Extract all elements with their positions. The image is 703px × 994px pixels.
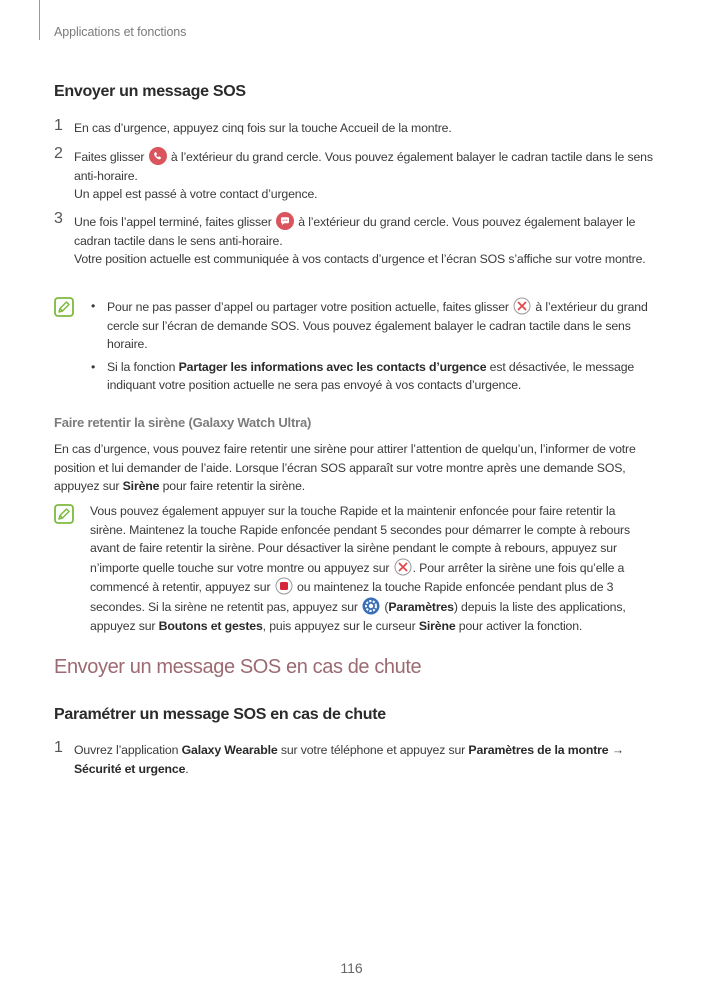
note-bullet: • Pour ne pas passer d’appel ou partager votre position actuelle, faites glisser à l’extérieur du grand cercle sur l’écran de demande SOS. Vous pouvez également balayer le cadran tactile dans le sens horaire. (91, 299, 648, 352)
running-header: Applications et fonctions (54, 25, 187, 39)
buttons-gestures-label: Boutons et gestes (158, 618, 263, 633)
step-number: 2 (54, 145, 63, 162)
menu-path-watch-settings: Paramètres de la montre (468, 743, 609, 757)
subsection-title-fall-setup: Paramétrer un message SOS en cas de chute (54, 706, 386, 723)
siren-paragraph: En cas d’urgence, vous pouvez faire retentir une sirène pour attirer l’attention de quelqu’un, l’informer de votre position et lui demander de l’aide. Lorsque l’écran SOS apparaît sur votre montre après une demande SOS, appuyez sur Sirène pour faire retentir la sirène. (54, 442, 636, 494)
subsection-title-siren: Faire retentir la sirène (Galaxy Watch Ultra) (54, 415, 312, 430)
step-2 (54, 147, 654, 204)
step-text: à l’extérieur du grand cercle. Vous pouvez également balayer le cadran tactile dans le sens anti-horaire. (74, 215, 636, 248)
menu-path-safety: Sécurité et urgence (74, 761, 186, 776)
siren-switch-label: Sirène (418, 618, 456, 633)
note-pencil-icon (54, 504, 74, 524)
step-result: Votre position actuelle est communiquée à vos contacts d’urgence et l’écran SOS s’affiche sur votre montre. (74, 252, 646, 267)
note-bullet: • Si la fonction Partager les informations avec les contacts d’urgence est désactivée, le message indiquant votre position actuelle ne sera pas envoyé à vos contacts d’urgence. (91, 359, 635, 393)
settings-label: Paramètres (388, 599, 454, 614)
note-sos (54, 297, 654, 399)
page-number: 116 (340, 960, 363, 976)
note-pencil-icon (54, 297, 74, 317)
step-text: En cas d’urgence, appuyez cinq fois sur la touche Accueil de la montre. (74, 121, 452, 135)
section-title-sos: Envoyer un message SOS (54, 83, 246, 100)
step-text: à l’extérieur du grand cercle. Vous pouvez également balayer le cadran tactile dans le sens anti-horaire. (74, 150, 653, 183)
close-circle-icon (513, 297, 531, 315)
call-icon (149, 147, 167, 165)
step-1-fall: 1 Ouvrez l’application Galaxy Wearable sur votre téléphone et appuyez sur Paramètres de la montre → Sécurité et urgence. (54, 739, 624, 776)
stop-icon (275, 577, 293, 595)
step-result: Un appel est passé à votre contact d’urgence. (74, 187, 318, 202)
note-siren: Vous pouvez également appuyer sur la touche Rapide et la maintenir enfoncée pour faire retentir la sirène. Maintenez la touche Rapide enfoncée pendant 5 secondes pour démarrer le compte à rebours avant de faire retentir la sirène. Pour désactiver la sirène pendant le compte à rebours, appuyez sur n’importe quelle touche sur votre montre ou appuyez sur . Pour arrêter la sirène une fois qu’elle a commencé à retentir, appuyez sur ou maintenez la touche Rapide enfoncée pendant plus de 3 secondes. Si la sirène ne retentit pas, appuyez sur (Paramètres) depuis la liste des applications, appuyez sur Boutons et gestes, puis appuyez sur le curseur Sirène pour activer la fonction. (54, 502, 654, 635)
step-number: 1 (54, 117, 63, 134)
setting-name: Partager les informations avec les contacts d’urgence (178, 359, 487, 374)
step-3 (54, 212, 654, 269)
arrow-icon: → (611, 743, 624, 757)
step-number: 3 (54, 210, 63, 227)
app-name: Galaxy Wearable (181, 743, 278, 757)
message-icon (276, 212, 294, 230)
settings-icon (362, 597, 380, 615)
step-text: Faites glisser (74, 150, 145, 164)
step-1 (54, 119, 654, 138)
step-text: Une fois l’appel terminé, faites glisser (74, 215, 272, 229)
siren-label: Sirène (122, 479, 160, 494)
step-number: 1 (54, 739, 63, 756)
section-title-fall: Envoyer un message SOS en cas de chute (54, 656, 422, 678)
close-circle-icon (394, 558, 412, 576)
header-rule (39, 0, 40, 40)
